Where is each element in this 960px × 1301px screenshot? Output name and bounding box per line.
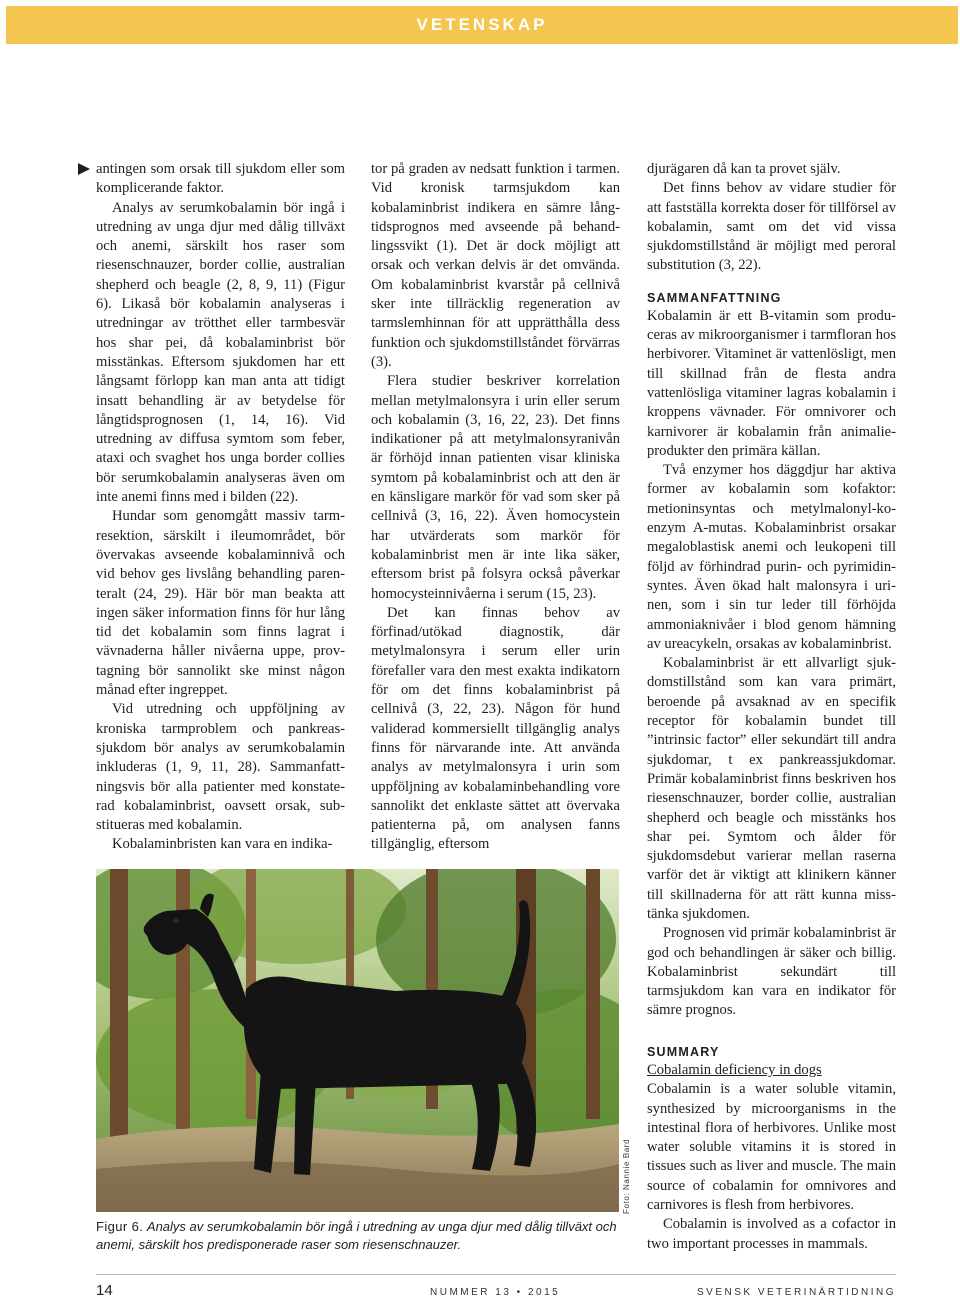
- paragraph: Cobalamin is involved as a cofactor in two important processes in mammals.: [647, 1216, 896, 1252]
- paragraph: Prognosen vid primär kobalaminbrist är god och behandlingen är säker och billig. Kobalaminbrist sekundärt till tarmsjukdom kan vara en indikator för sämre prognos.: [647, 925, 896, 1019]
- paragraph: Analys av serumkobalamin bör ingå i utredning av unga djur med dålig tillväxt och anemi, särskilt hos raser som riesenschnauzer, border collie, australian shepherd och beagle (2, 8, 9, 11) (Figur 6). Likaså bör kobalamin analyseras i utredningar av trötthet eller tarmbesvär hos shar pei, då kobalaminbrist bör misstänkas. Eftersom sjukdomen har ett långsamt förlopp kan man anta att tidigt insatt behandling är av betydelse för långtidsprognosen (1, 14, 16). Vid utredning av diffusa symtom som feber, ataxi och svaghet hos unga border collies bör serumkobalamin analyseras även om inte anemi finns med i bilden (22).: [96, 199, 345, 506]
- paragraph: Vid utredning och uppföljning av kroniska tarmproblem och pankreassjukdom bör analys av serumkobalamin inkluderas (1, 9, 11, 28). Sammanfattningsvis bör alla patienter med konstaterad kobalaminbrist, oavsett orsak, substitueras med kobalamin.: [96, 701, 345, 834]
- paragraph: Kobalaminbrist är ett allvarligt sjukdomstillstånd som kan vara primärt, beroende på avsaknad av en specifik receptor för kobalamin bundet till ”intrinsic factor” eller sekundärt till andra sjukdomar, t ex pankreassjukdomar. Primär kobalaminbrist finns beskriven hos riesenschnauzer, border collie, australian shepherd och beagle och misstänks hos shar pei. Symtom och ålder för sjukdomsdebut varierar mellan raserna varför det är viktigt att klinikern känner till skillnaderna för att rätt kunna misstänka sjukdomen.: [647, 655, 896, 922]
- paragraph: Flera studier beskriver korrelation mellan metylmalonsyra i urin eller serum och kobalamin (3, 16, 22, 23). Det finns indikationer på att metylmalonsyranivån är förhöjd innan patienten visar kliniska symtom på kobalaminbrist och att den är en känsligare markör för vad som sker på cellnivå (3, 16, 22). Även homocystein har utvärderats som markör för kobalaminbrist men är inte lika säker, eftersom brist på folsyra också påverkar homocysteinnivåerna i serum (15, 23).: [371, 373, 620, 602]
- figure-caption-text: Analys av serumkobalamin bör ingå i utredning av unga djur med dålig tillväxt och anemi, särskilt hos predisponerade raser som riesenschnauzer.: [96, 1219, 617, 1252]
- text-column-3: [647, 160, 896, 1021]
- paragraph: Det kan finnas behov av förfinad/utökad diagnostik, där metylmalonsyra i serum eller urin förefaller vara den mest exakta indikatorn för om det finns kobalaminbrist på cellnivå (3, 22, 23). Någon för hund validerad kommersiellt tillgänglig analys finns för närvarande inte. Att använda analys av metylmalonsyra i urin som uppföljning av kobalaminbehandling vore sannolikt det enklaste sättet att övervaka patienterna på, om analysen fanns tillgänglig, eftersom: [371, 604, 620, 853]
- text-column-1: [96, 160, 345, 855]
- journal-name: SVENSK VETERINÄRTIDNING: [696, 1287, 896, 1298]
- paragraph: Cobalamin is a water soluble vitamin, synthesized by microorganisms in the intestinal flora of herbivores. Unlike most water soluble vitamins it is stored in tissues such as liver and muscle. The main source of cobalamin for omnivores and carnivores is flesh from herbivores.: [647, 1081, 896, 1214]
- summary-subheading: Cobalamin deficiency in dogs: [647, 1062, 822, 1078]
- paragraph: djurägaren då kan ta provet själv.: [647, 161, 841, 177]
- paragraph: Hundar som genomgått massiv tarmresektion, särskilt i ileumområdet, bör övervakas avseende kobalaminnivå och vid behov ges livslång behandling parenteralt (24, 29). Här bör man beakta att ingen säker information finns för hur lång tid det kobalamin som finns lagrat i vävnaderna håller nivåerna uppe, provtagning bör sannolikt ske minst någon månad efter ingreppet.: [96, 508, 345, 699]
- summary-heading: SUMMARY: [647, 1045, 720, 1059]
- figure-label: Figur 6.: [96, 1219, 144, 1234]
- page-number: 14: [96, 1282, 113, 1299]
- paragraph: Kobalaminbristen kan vara en indika-: [112, 836, 333, 853]
- section-banner: [6, 6, 958, 44]
- paragraph: Det finns behov av vidare studier för att fastställa korrekta doser för tillförsel av kobalamin, samt om det vid vissa sjukdomstillstånd är möjligt med peroral substitution (3, 22).: [647, 180, 896, 274]
- section-title: VETENSKAP: [416, 15, 548, 34]
- text-column-2: [371, 160, 620, 855]
- footer-divider: [96, 1274, 896, 1275]
- paragraph: tor på graden av nedsatt funktion i tarmen. Vid kronisk tarmsjukdom kan kobalaminbrist indikera en sämre långtidsprognos med avseende på behandlingssvikt (1). Det är dock möjligt att orsak och verkan delvis är det omvända. Om kobalaminbrist kvarstår på cellnivå sker inte tillräcklig regeneration av tarmslemhinnan för att upprätthålla dess funktion och sjukdomstillståndet förvärras (3).: [371, 161, 620, 370]
- issue-label: NUMMER 13 • 2015: [430, 1287, 561, 1298]
- summary-block: [647, 1043, 896, 1254]
- dog-photo: [96, 869, 619, 1212]
- paragraph: antingen som orsak till sjukdom eller som komplicerande faktor.: [96, 161, 345, 197]
- sammanfattning-heading: SAMMANFATTNING: [647, 290, 782, 305]
- paragraph: Två enzymer hos däggdjur har aktiva former av kobalamin som kofaktor: metioninsyntas och metylmalonyl-koenzym A-mutas. Kobalaminbrist orsakar megaloblastisk anemi och leukopeni till följd av förhindrad purin- och pyrimidinsyntes. Även ökad halt malonsyra i urinen, som i sin tur leder till förhöjda ammoniaknivåer i blod genom hämning av ureacykeln, orsakas av kobalaminbrist.: [647, 462, 896, 652]
- figure-caption: [96, 1218, 626, 1254]
- continuation-arrow-icon: [78, 163, 90, 175]
- photo-credit: Foto: Nannie Bard: [622, 1138, 631, 1214]
- paragraph: Kobalamin är ett B-vitamin som produceras av mikroorganismer i tarmfloran hos herbivorer. Vitaminet är vattenlösligt, men till skillnad från de flesta andra vattenlösliga vitaminer lagras kobalamin i kroppens vävnader. För omnivorer och karnivorer är kobalamin från animalieprodukter den primära källan.: [647, 307, 896, 459]
